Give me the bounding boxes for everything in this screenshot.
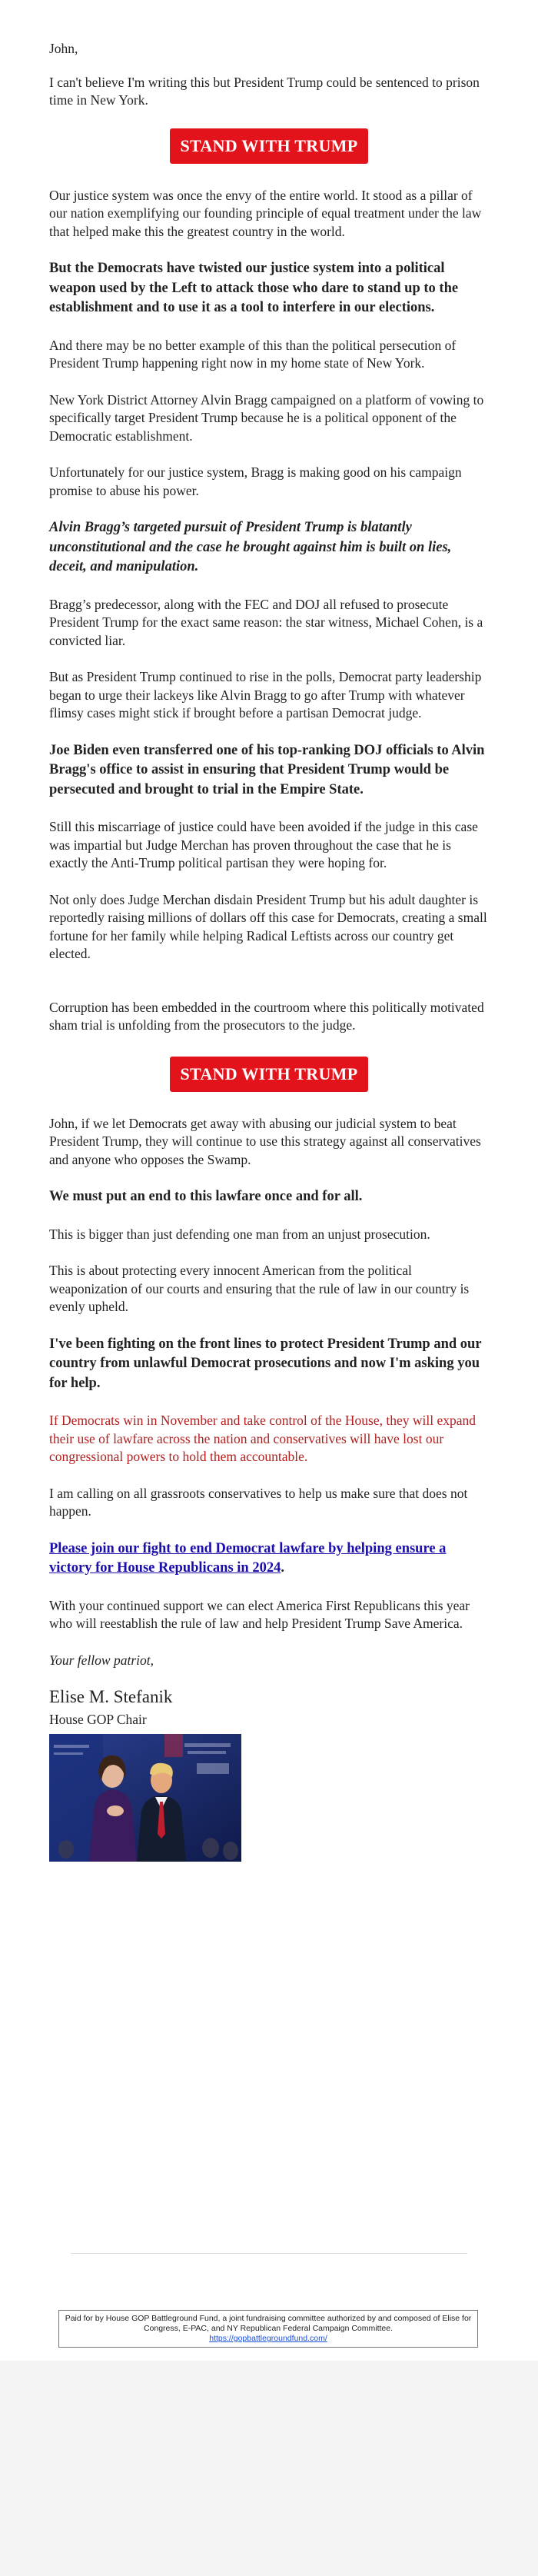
stand-with-trump-button-2[interactable]: STAND WITH TRUMP <box>170 1057 369 1092</box>
cta-wrapper-1 <box>49 128 489 164</box>
stand-with-trump-button-1[interactable]: STAND WITH TRUMP <box>170 128 369 164</box>
paid-for-disclaimer <box>58 2310 478 2348</box>
cta-wrapper-2 <box>49 1057 489 1092</box>
footer-divider <box>71 2253 467 2254</box>
signer-name: Elise M. Stefanik <box>49 1687 173 1706</box>
paragraph-11: Still this miscarriage of justice could have been avoided if the judge in this case was impartial but Judge Merchan has proven throughout the case that he is exactly the Anti-Trump political partisan they were hoping for. <box>49 819 478 870</box>
paragraph-6: Unfortunately for our justice system, Bragg is making good on his campaign promise to abuse his power. <box>49 464 462 498</box>
paragraph-17: This is about protecting every innocent American from the political weaponization of our courts and ensuring that the rule of law in our country is evenly upheld. <box>49 1263 470 1314</box>
disclaimer-url-link[interactable]: https://gopbattlegroundfund.com/ <box>209 2334 327 2343</box>
paragraph-1: I can't believe I'm writing this but President Trump could be sentenced to prison time in New York. <box>49 74 480 108</box>
signer-title: House GOP Chair <box>49 1712 147 1727</box>
paragraph-20: I am calling on all grassroots conservatives to help us make sure that does not happen. <box>49 1485 468 1519</box>
paragraph-9: But as President Trump continued to rise in the polls, Democrat party leadership began to urge their lackeys like Alvin Bragg to go after Trump with whatever flimsy cases might stick if brought before a partisan Democrat judge. <box>49 669 482 721</box>
paragraph-5: New York District Attorney Alvin Bragg campaigned on a platform of vowing to specifically target President Trump because he is a political opponent of the Democratic establishment. <box>49 391 484 444</box>
paragraph-10-bold: Joe Biden even transferred one of his top-ranking DOJ officials to Alvin Bragg's office to assist in ensuring that President Trump would be persecuted and brought to trial in the Empire State. <box>49 742 485 797</box>
paragraph-18-bold: I've been fighting on the front lines to protect President Trump and our country from unlawful Democrat prosecutions and now I'm asking you for help. <box>49 1336 482 1391</box>
paragraph-4: And there may be no better example of this than the political persecution of President Trump happening right now in my home state of New York. <box>49 337 457 371</box>
paragraph-22: With your continued support we can elect America First Republicans this year who will reestablish the rule of law and help President Trump Save America. <box>49 1597 470 1631</box>
paragraph-3-bold: But the Democrats have twisted our justice system into a political weapon used by the Left to attack those who dare to stand up to the establishment and to use it as a tool to interfere in our elections. <box>49 261 459 315</box>
closing: Your fellow patriot, <box>49 1652 154 1668</box>
paragraph-12: Not only does Judge Merchan disdain President Trump but his adult daughter is reportedly raising millions of dollars off this case for Democrats, creating a small fortune for her family while helping Radical Leftists across our country get elected. <box>49 891 487 961</box>
paragraph-8: Bragg’s predecessor, along with the FEC and DOJ all refused to prosecute President Trump for the exact same reason: the star witness, Michael Cohen, is a convicted liar. <box>49 596 483 648</box>
paragraph-13: Corruption has been embedded in the courtroom where this politically motivated sham trial is unfolding from the prosecutors to the judge. <box>49 999 484 1033</box>
email-content <box>49 40 489 1862</box>
paragraph-16: This is bigger than just defending one man from an unjust prosecution. <box>49 1226 430 1242</box>
paragraph-2: Our justice system was once the envy of the entire world. It stood as a pillar of our nation exemplifying our founding principle of equal treatment under the law that helped make this the greatest country in the world. <box>49 187 482 239</box>
greeting: John, <box>49 41 78 56</box>
donate-link[interactable]: Please join our fight to end Democrat lawfare by helping ensure a victory for House Republicans in 2024 <box>49 1540 447 1576</box>
photo-illustration <box>49 1734 241 1862</box>
paragraph-19-red: If Democrats win in November and take control of the House, they will expand their use of lawfare across the nation and conservatives will have lost our congressional powers to hold them accountable. <box>49 1413 476 1464</box>
paragraph-14: John, if we let Democrats get away with abusing our judicial system to beat President Trump, they will continue to use this strategy against all conservatives and anyone who opposes the Swamp. <box>49 1115 481 1167</box>
disclaimer-text: Paid for by House GOP Battleground Fund, a joint fundraising committee authorized by and composed of Elise for Congress, E-PAC, and NY Republican Federal Campaign Committee. <box>65 2314 472 2333</box>
paragraph-7-bold-italic: Alvin Bragg’s targeted pursuit of President Trump is blatantly unconstitutional and the case he brought against him is built on lies, deceit, and manipulation. <box>49 520 452 574</box>
paragraph-21 <box>49 1539 489 1579</box>
paragraph-15-bold: We must put an end to this lawfare once and for all. <box>49 1189 363 1204</box>
link-period: . <box>281 1560 284 1576</box>
stefanik-trump-photo <box>49 1734 241 1862</box>
